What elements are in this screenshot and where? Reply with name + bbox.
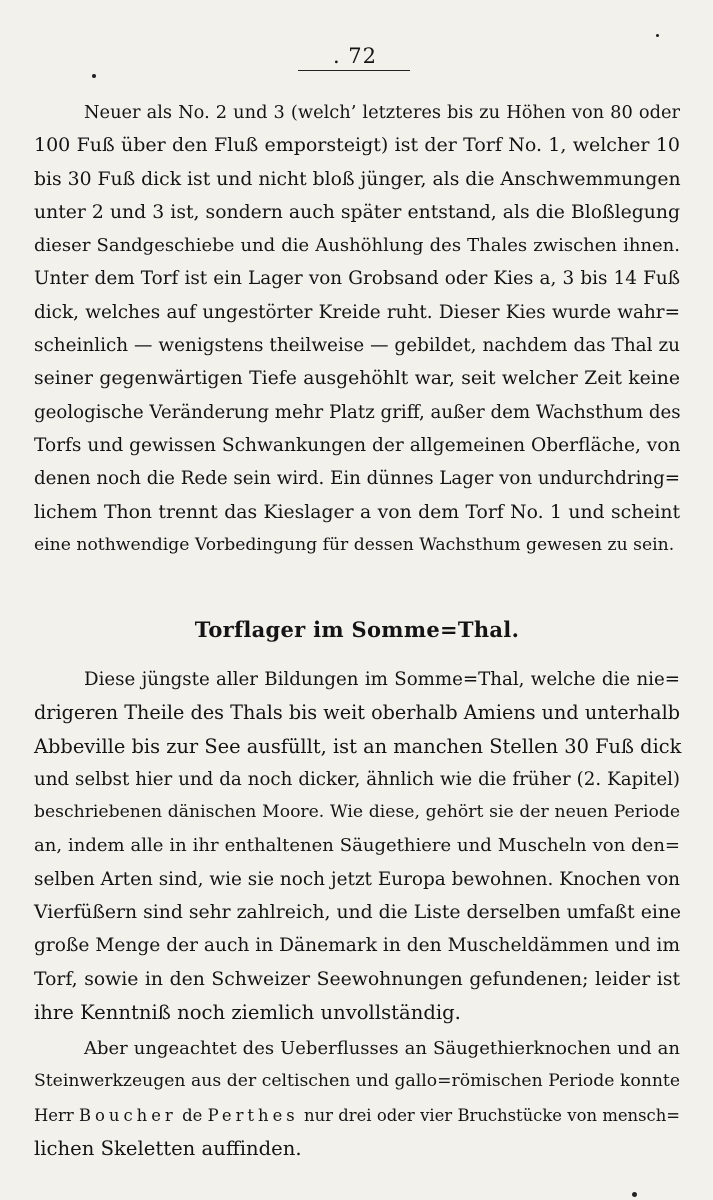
text-line: Steinwerkzeugen aus der celtischen und gallo=römischen Periode konnte	[34, 1071, 680, 1092]
ink-speck	[632, 1192, 637, 1197]
text-line: große Menge der auch in Dänemark in den Muscheldämmen und im	[34, 935, 680, 957]
text-line	[34, 1099, 680, 1132]
text-line: dick, welches auf ungestörter Kreide ruht. Dieser Kies wurde wahr=	[34, 301, 680, 323]
text-line: unter 2 und 3 ist, sondern auch später entstand, als die Bloßlegung	[34, 201, 680, 223]
text-line: geologische Veränderung mehr Platz griff, außer dem Wachsthum des	[34, 401, 681, 423]
section-heading: Torflager im Somme=Thal.	[194, 617, 520, 642]
text-fragment: Herr	[34, 1105, 79, 1125]
header-rule	[298, 70, 410, 71]
paragraph-2	[34, 663, 680, 1029]
page-number: . 72	[332, 44, 378, 68]
ink-speck	[656, 34, 659, 37]
text-line: Vierfüßern sind sehr zahlreich, und die Liste derselben umfaßt eine	[34, 902, 682, 924]
text-line: lichen Skeletten auffinden.	[34, 1136, 302, 1160]
text-line: dieser Sandgeschiebe und die Aushöhlung des Thales zwischen ihnen.	[34, 235, 680, 257]
text-line: denen noch die Rede sein wird. Ein dünnes Lager von undurchdring=	[34, 468, 680, 490]
text-line: Torfs und gewissen Schwankungen der allgemeinen Oberfläche, von	[34, 434, 681, 456]
ink-speck	[92, 74, 96, 78]
text-line: scheinlich — wenigstens theilweise — gebildet, nachdem das Thal zu	[34, 335, 680, 357]
text-line: Diese jüngste aller Bildungen im Somme=Thal, welche die nie=	[84, 669, 680, 690]
person-name: Perthes	[207, 1105, 299, 1125]
person-name: Boucher	[79, 1105, 177, 1125]
text-line: an, indem alle in ihr enthaltenen Säugethiere und Muscheln von den=	[34, 835, 680, 857]
paragraph-3	[34, 1032, 680, 1165]
text-line: Torf, sowie in den Schweizer Seewohnungen gefundenen; leider ist	[34, 968, 680, 990]
text-line: lichem Thon trennt das Kieslager a von dem Torf No. 1 und scheint	[34, 501, 680, 523]
text-line: und selbst hier und da noch dicker, ähnlich wie die früher (2. Kapitel)	[34, 768, 680, 790]
text-line: 100 Fuß über den Fluß emporsteigt) ist der Torf No. 1, welcher 10	[34, 134, 680, 157]
text-line: Aber ungeachtet des Ueberflusses an Säugethierknochen und an	[84, 1038, 680, 1059]
text-fragment: nur drei oder vier Bruchstücke von mensch=	[298, 1105, 680, 1125]
text-line: Abbeville bis zur See ausfüllt, ist an manchen Stellen 30 Fuß dick	[34, 734, 682, 758]
paragraph-1	[34, 96, 680, 562]
text-line: beschriebenen dänischen Moore. Wie diese, gehört sie der neuen Periode	[34, 802, 680, 823]
text-line: ihre Kenntniß noch ziemlich unvollständig.	[34, 1000, 461, 1024]
text-line: Unter dem Torf ist ein Lager von Grobsand oder Kies a, 3 bis 14 Fuß	[34, 268, 680, 290]
text-line: selben Arten sind, wie sie noch jetzt Europa bewohnen. Knochen von	[34, 868, 680, 890]
text-line: drigeren Theile des Thals bis weit oberhalb Amiens und unterhalb	[34, 701, 680, 725]
text-line: bis 30 Fuß dick ist und nicht bloß jünger, als die Anschwemmungen	[34, 168, 681, 190]
text-fragment: de	[176, 1105, 208, 1125]
text-line: Neuer als No. 2 und 3 (welch’ letzteres bis zu Höhen von 80 oder	[84, 102, 680, 123]
text-line: eine nothwendige Vorbedingung für dessen Wachsthum gewesen zu sein.	[34, 534, 675, 555]
text-line: seiner gegenwärtigen Tiefe ausgehöhlt war, seit welcher Zeit keine	[34, 368, 680, 390]
